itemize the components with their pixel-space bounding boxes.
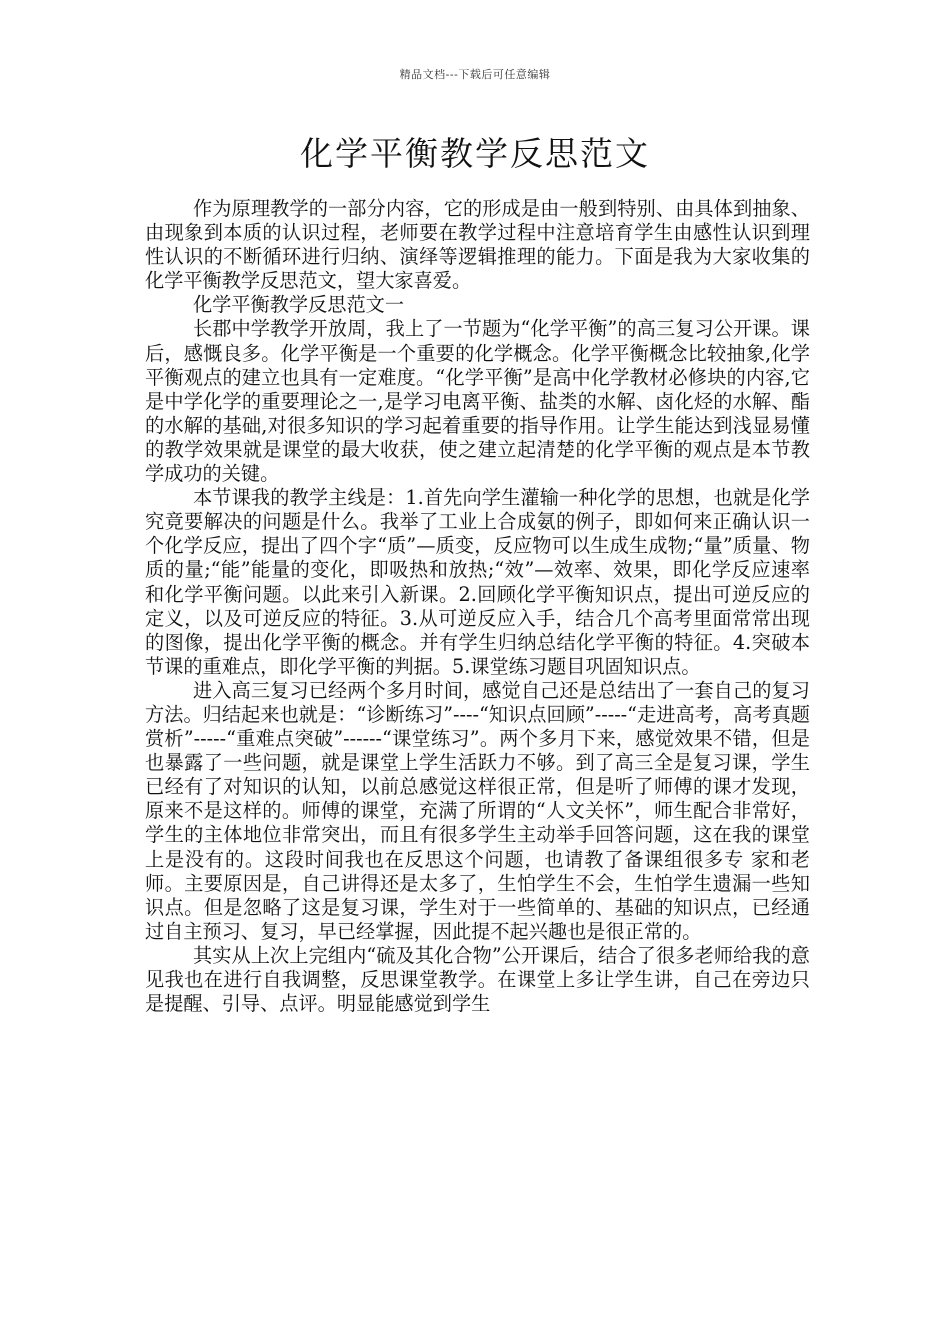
intro-paragraph: 作为原理教学的一部分内容，它的形成是由一般到特别、由具体到抽象、由现象到本质的认识过程，老师要在教学过程中注意培育学生由感性认识到理性认识的不断循环进行归纳、演绎等逻辑推理的能力。下面是我为大家收集的化学平衡教学反思范文，望大家喜爱。 <box>145 197 810 293</box>
body-paragraph: 其实从上次上完组内“硫及其化合物”公开课后，结合了很多老师给我的意见我也在进行自我调整，反思课堂教学。在课堂上多让学生讲，自己在旁边只是提醒、引导、点评。明显能感觉到学生 <box>145 943 810 1016</box>
document-title: 化学平衡教学反思范文 <box>300 134 650 173</box>
body-paragraph: 长郡中学教学开放周，我上了一节题为“化学平衡”的高三复习公开课。课后，感慨良多。化学平衡是一个重要的化学概念。化学平衡概念比较抽象,化学平衡观点的建立也具有一定难度。“化学平衡”是高中化学教材必修块的内容,它是中学化学的重要理论之一,是学习电离平衡、盐类的水解、卤化烃的水解、酯的水解的基础,对很多知识的学习起着重要的指导作用。让学生能达到浅显易懂的教学效果就是课堂的最大收获，使之建立起清楚的化学平衡的观点是本节教学成功的关键。 <box>145 317 810 486</box>
header-note: 精品文档---下载后可任意编辑 <box>399 68 551 81</box>
body-paragraph: 本节课我的教学主线是：1.首先向学生灌输一种化学的思想，也就是化学究竟要解决的问题是什么。我举了工业上合成氨的例子，即如何来正确认识一个化学反应，提出了四个字“质”—质变，反应物可以生成生成物;“量”质量、物质的量;“能”能量的变化，即吸热和放热;“效”—效率、效果，即化学反应速率和化学平衡问题。以此来引入新课。2.回顾化学平衡知识点，提出可逆反应的定义，以及可逆反应的特征。3.从可逆反应入手，结合几个高考里面常常出现的图像，提出化学平衡的概念。并有学生归纳总结化学平衡的特征。4.突破本节课的重难点，即化学平衡的判据。5.课堂练习题目巩固知识点。 <box>145 486 810 678</box>
section-heading: 化学平衡教学反思范文一 <box>193 293 405 317</box>
body-paragraph: 进入高三复习已经两个多月时间，感觉自己还是总结出了一套自己的复习方法。归结起来也就是：“诊断练习”----“知识点回顾”-----“走进高考，高考真题赏析”-----“重难点突破”------“课堂练习”。两个多月下来，感觉效果不错，但是也暴露了一些问题，就是课堂上学生活跃力不够。到了高三全是复习课，学生已经有了对知识的认知，以前总感觉这样很正常，但是听了师傅的课才发现，原来不是这样的。师傅的课堂，充满了所谓的“人文关怀”，师生配合非常好，学生的主体地位非常突出，而且有很多学生主动举手回答问题，这在我的课堂上是没有的。这段时间我也在反思这个问题，也请教了备课组很多专 家和老师。主要原因是，自己讲得还是太多了，生怕学生不会，生怕学生遗漏一些知识点。但是忽略了这是复习课，学生对于一些简单的、基础的知识点，已经通过自主预习、复习，早已经掌握，因此提不起兴趣也是很正常的。 <box>145 678 810 943</box>
document-body <box>145 197 810 1016</box>
